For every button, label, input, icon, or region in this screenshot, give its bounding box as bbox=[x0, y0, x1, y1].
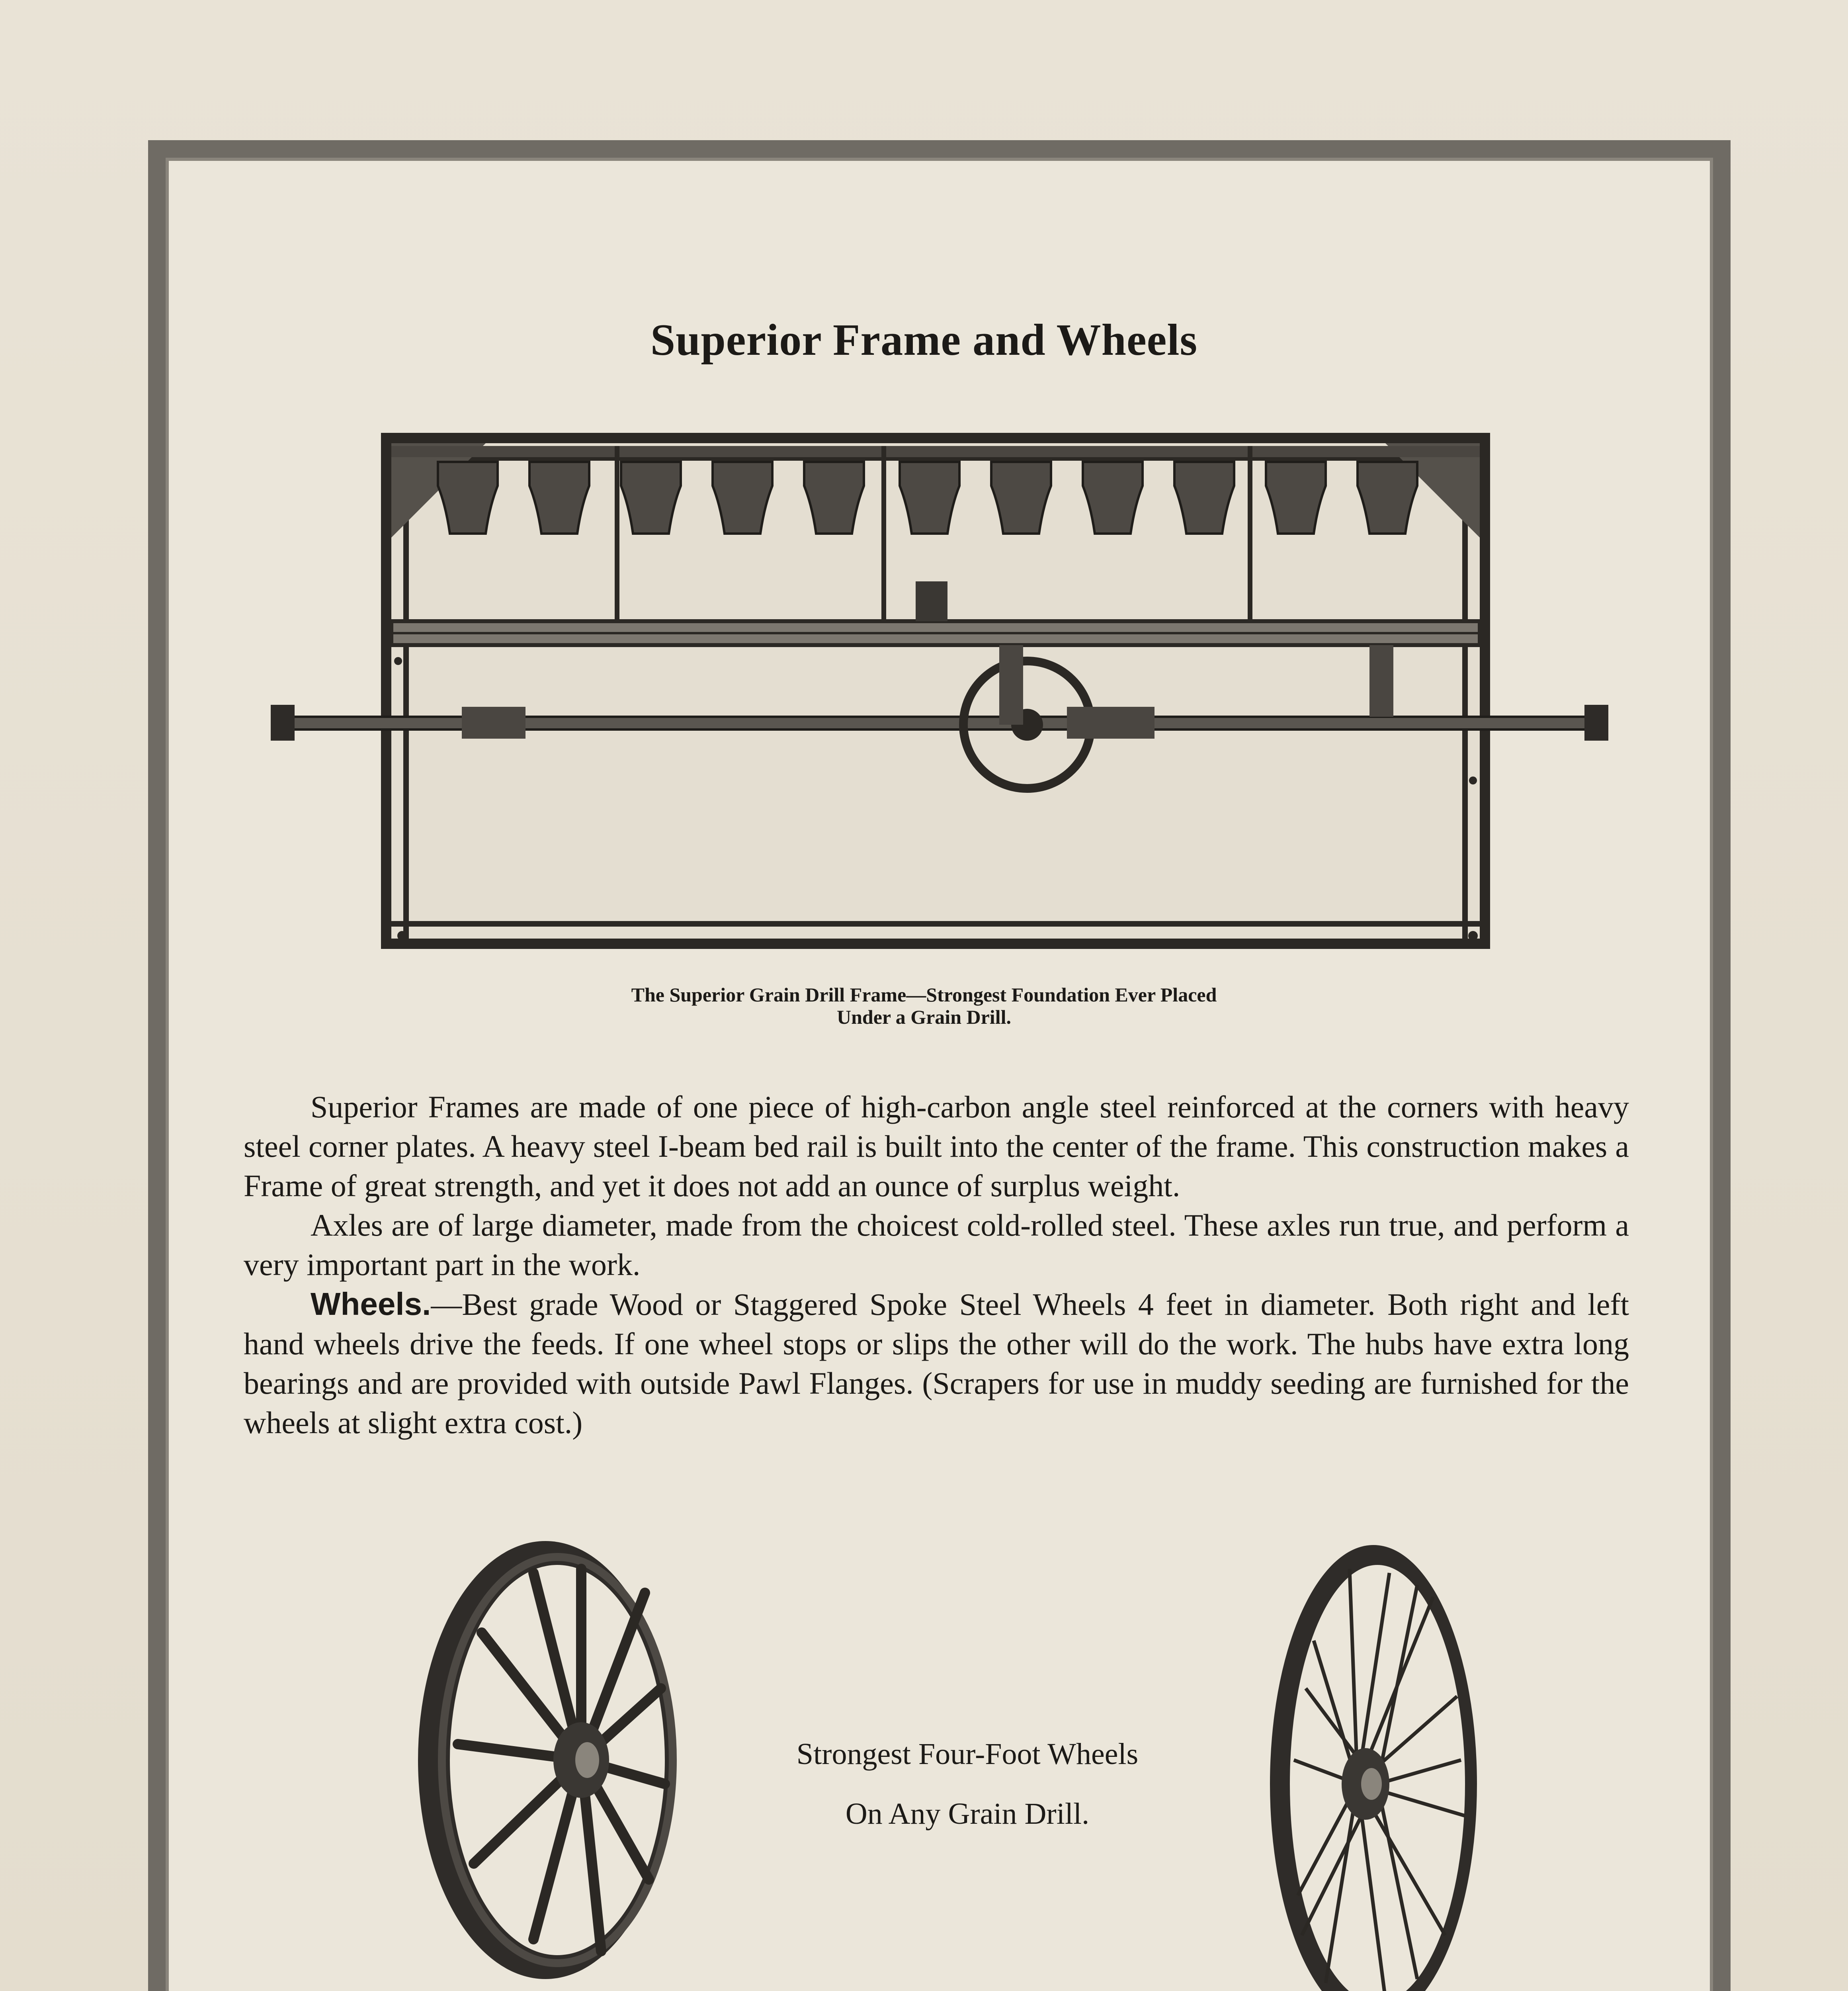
center-caption-line1: Strongest Four-Foot Wheels bbox=[796, 1737, 1139, 1771]
paragraph-frames: Superior Frames are made of one piece of high-carbon angle steel reinforced at the corners with heavy steel corner plates. A heavy steel I-beam bed rail is built into the center of the frame. This construction makes a Frame of great strength, and yet it does not add an ounce of surplus weight. bbox=[244, 1089, 1629, 1203]
page-title: Superior Frame and Wheels bbox=[650, 315, 1198, 365]
frame-caption bbox=[0, 984, 1848, 1028]
frame-caption-line2: Under a Grain Drill. bbox=[837, 1006, 1011, 1028]
wheels-center-caption bbox=[677, 1724, 1258, 1844]
wheels-lead: Wheels. bbox=[311, 1286, 431, 1322]
grain-drill-frame-illustration bbox=[271, 422, 1608, 964]
paragraph-wheels bbox=[244, 1284, 1629, 1442]
wood-wheel-illustration bbox=[414, 1537, 693, 1991]
center-caption-line2: On Any Grain Drill. bbox=[845, 1797, 1090, 1831]
body-text bbox=[244, 1087, 1629, 1442]
frame-caption-line1: The Superior Grain Drill Frame—Strongest Foundation Ever Placed bbox=[631, 984, 1217, 1006]
paragraph-axles: Axles are of large diameter, made from the choicest cold-rolled steel. These axles run true, and perform a very important part in the work. bbox=[244, 1208, 1629, 1282]
wheels-text: —Best grade Wood or Staggered Spoke Steel Wheels 4 feet in diameter. Both right and left hand wheels drive the feeds. If one wheel stops or slips the other will do the work. The hubs have extra long bearings and are provided with outside Pawl Flanges. (Scrapers for use in muddy seeding are furnished for the wheels at slight extra cost.) bbox=[244, 1287, 1629, 1440]
steel-wheel-illustration bbox=[1258, 1537, 1481, 1991]
